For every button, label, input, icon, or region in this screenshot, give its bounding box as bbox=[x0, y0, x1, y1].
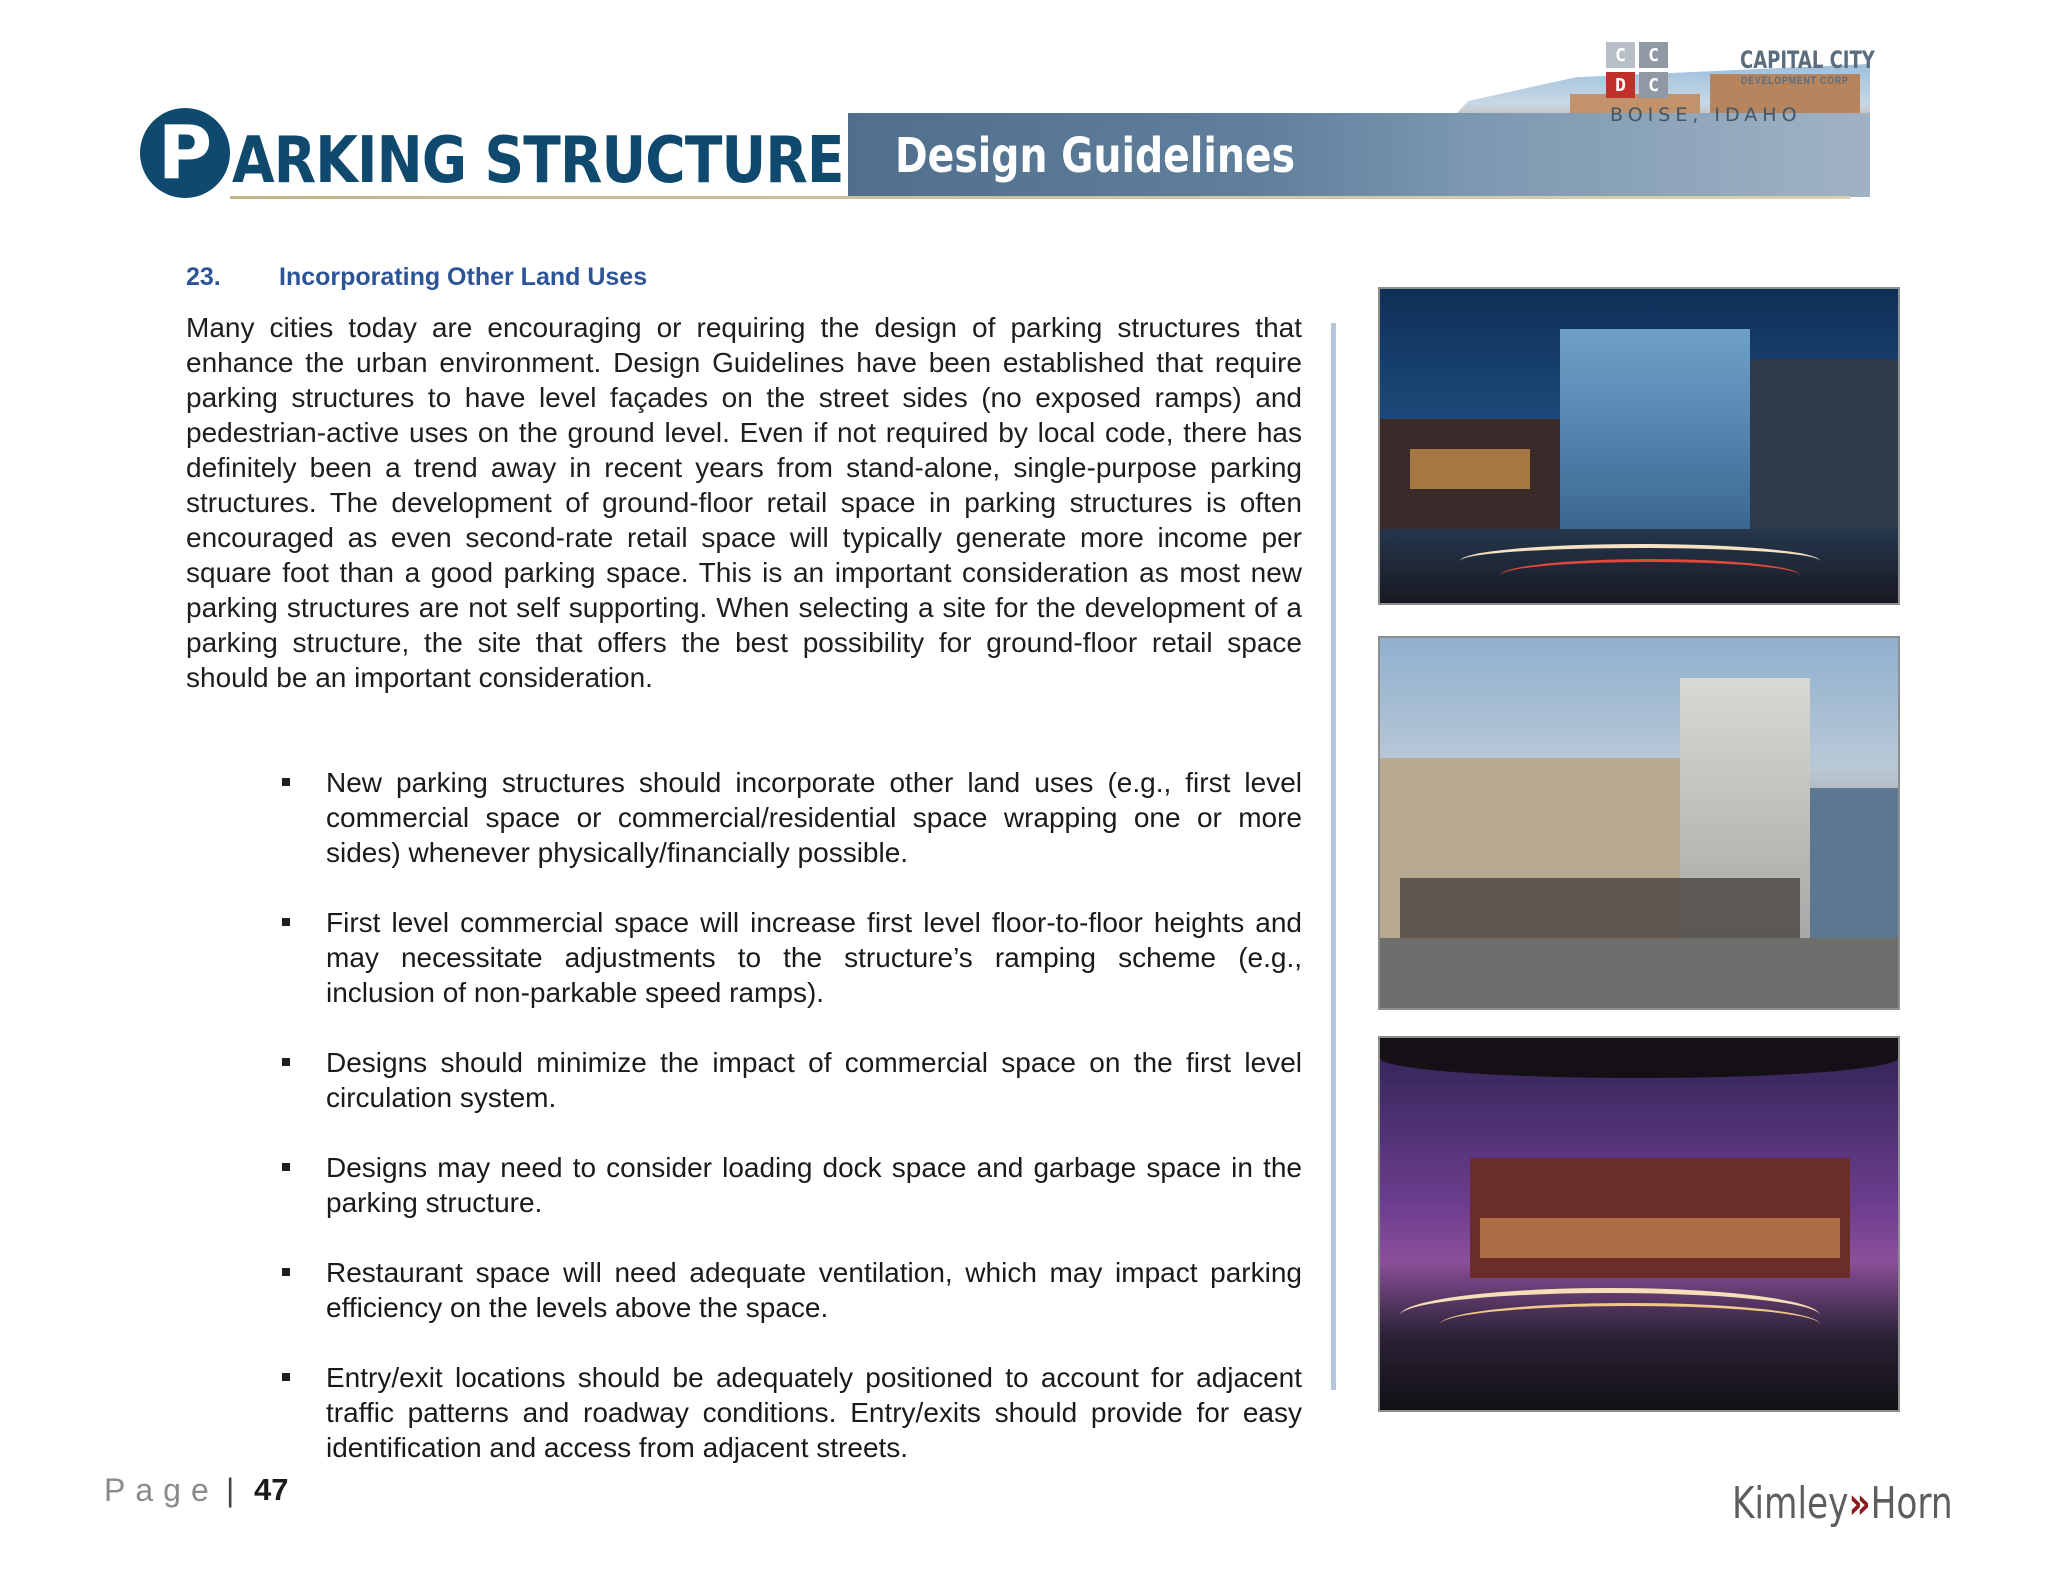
square-bullet-icon bbox=[282, 918, 290, 926]
ccdc-name: CAPITAL CITY bbox=[1740, 46, 1875, 74]
square-bullet-icon bbox=[282, 1163, 290, 1171]
square-bullet-icon bbox=[282, 1058, 290, 1066]
guideline-bullet-list bbox=[186, 765, 1302, 1500]
list-item bbox=[186, 905, 1302, 1010]
page-separator: | bbox=[226, 1472, 235, 1508]
logo-chevron-icon: » bbox=[1848, 1478, 1871, 1529]
ccdc-letter: C bbox=[1639, 42, 1668, 68]
logo-text-left: Kimley bbox=[1732, 1478, 1849, 1529]
banner-subtitle: Design Guidelines bbox=[895, 128, 1296, 184]
section-title: Incorporating Other Land Uses bbox=[279, 263, 648, 291]
ccdc-logo bbox=[1606, 40, 1714, 100]
page-number: 47 bbox=[254, 1472, 289, 1507]
vertical-divider bbox=[1331, 323, 1336, 1390]
logo-text-right: Horn bbox=[1870, 1478, 1953, 1529]
ccdc-letter: C bbox=[1606, 42, 1635, 68]
list-item bbox=[186, 1045, 1302, 1115]
bullet-text: First level commercial space will increase first level floor-to-floor heights and may necessitate adjustments to the structure’s ramping scheme (e.g., inclusion of non-parkable speed ramps). bbox=[326, 907, 1302, 1008]
banner-title: ARKING STRUCTURE bbox=[232, 124, 844, 198]
list-item bbox=[186, 1150, 1302, 1220]
photo-brick-retail-building-dusk bbox=[1378, 1036, 1900, 1412]
ccdc-subtitle: DEVELOPMENT CORP bbox=[1741, 75, 1849, 87]
bullet-text: Restaurant space will need adequate ventilation, which may impact parking efficiency on the levels above the space. bbox=[326, 1257, 1302, 1323]
square-bullet-icon bbox=[282, 778, 290, 786]
ccdc-letter: C bbox=[1639, 72, 1668, 98]
parking-logo-icon: P bbox=[140, 108, 230, 198]
kimley-horn-logo bbox=[1732, 1478, 1953, 1529]
square-bullet-icon bbox=[282, 1373, 290, 1381]
ccdc-location: BOISE, IDAHO bbox=[1610, 104, 1802, 126]
photo-glass-parking-structure-night bbox=[1378, 287, 1900, 605]
square-bullet-icon bbox=[282, 1268, 290, 1276]
photo-parking-structure-retail-frontage bbox=[1378, 636, 1900, 1010]
bullet-text: Designs may need to consider loading dock space and garbage space in the parking structure. bbox=[326, 1152, 1302, 1218]
section-number: 23. bbox=[186, 263, 221, 291]
bullet-text: Designs should minimize the impact of commercial space on the first level circulation system. bbox=[326, 1047, 1302, 1113]
ccdc-letter: D bbox=[1606, 72, 1635, 98]
section-paragraph: Many cities today are encouraging or requiring the design of parking structures that enhance the urban environment. Design Guidelines have been established that require parking structures to have level façades on the street sides (no exposed ramps) and pedestrian-active uses on the ground level. Even if not required by local code, there has definitely been a trend away in recent years from stand-alone, single-purpose parking structures. The development of ground-floor retail space in parking structures is often encouraged as even second-rate retail space will typically generate more income per square foot than a good parking space. This is an important consideration as most new parking structures are not self supporting. When selecting a site for the development of a parking structure, the site that offers the best possibility for ground-floor retail space should be an important consideration. bbox=[186, 312, 1302, 693]
list-item bbox=[186, 1255, 1302, 1325]
bullet-text: New parking structures should incorporate other land uses (e.g., first level commercial space or commercial/residential space wrapping one or more sides) whenever physically/financially possible. bbox=[326, 767, 1302, 868]
bullet-text: Entry/exit locations should be adequately positioned to account for adjacent traffic patterns and roadway conditions. Entry/exits should provide for easy identification and access from adjacent streets. bbox=[326, 1362, 1302, 1463]
list-item bbox=[186, 1360, 1302, 1465]
list-item bbox=[186, 765, 1302, 870]
page-label: Page bbox=[104, 1472, 219, 1508]
